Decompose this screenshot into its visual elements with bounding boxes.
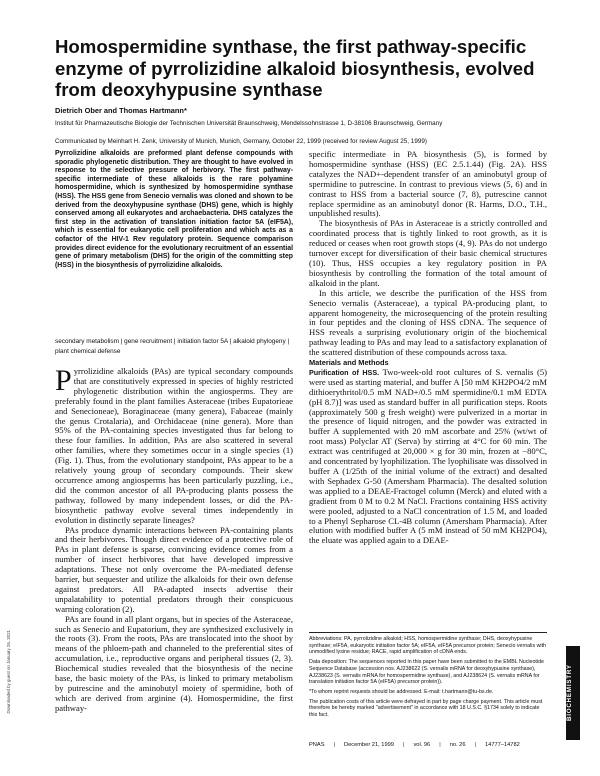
footnote-correspondence: *To whom reprint requests should be addressed. E-mail: t.hartmann@tu-bs.de. xyxy=(309,688,494,695)
issue-number: no. 26 xyxy=(449,742,466,748)
footnote-rule xyxy=(309,632,547,633)
footnote-deposition: Data deposition: The sequences reported in this paper have been submitted to the EMBL Nucleotide Sequence Database (accession nos. AJ238622 (S. vernalis mRNA for deoxyhypusine synthase), AJ238623 (S. vernalis mRNA for homospermidine synthase), and AJ238624 (S. vernalis mRNA for translation initiation factor 5A (eIF5A) precursor protein)). xyxy=(309,659,544,686)
affiliation: Institut für Pharmazeutische Biologie der Technischen Universität Braunschweig, Mendelssohnstrasse 1, D-38106 Braunschweig, Germany xyxy=(55,120,443,127)
paragraph: PAs are found in all plant organs, but in species of the Asteraceae, such as Senecio and Eupatorium, they are synthesized exclusively in the roots (3). From the roots, PAs are translocated into the shoot by means of the phloem-path and channeled to the preferential sites of accumulation, i.e., reproductive organs and peripheral tissues (2, 3). Biochemical studies revealed that the biosynthesis of the necine base, the basic moiety of the PAs, is linked to primary metabolism by putrescine and the aminobutyl moiety of spermidine, both of which are derived from arginine (4). Homospermidine, the first pathway- xyxy=(55,613,293,713)
keyword: initiation factor 5A xyxy=(177,338,228,345)
page-range: 14777–14782 xyxy=(485,742,520,748)
run-in-heading: Purification of HSS. xyxy=(309,367,380,377)
section-tab: BIOCHEMISTRY xyxy=(566,646,580,740)
paragraph: specific intermediate in PA biosynthesis (5), is formed by homospermidine synthase (HSS) (EC 2.5.1.44) (Fig. 2A). HSS catalyzes the NAD+-dependent transfer of an aminobutyl group of spermidine to putrescine. In contrast to previous views (5, 6) and in contrast to HSS from a bacterial source (7, 8), putrescine cannot replace spermidine as an aminobutyl donor (R. Harms, D.O., T.H., unpublished results). xyxy=(309,149,547,219)
journal-name: PNAS xyxy=(309,742,325,748)
communicated-by: Communicated by Meinhart H. Zenk, University of Munich, Munich, Germany, October 22, 1999 (received for review August 25, 1999) xyxy=(55,138,427,145)
page-footer: PNAS | December 21, 1999 | vol. 96 | no. 26 | 14777–14782 xyxy=(309,742,520,748)
issue-date: December 21, 1999 xyxy=(343,742,394,748)
column-right xyxy=(309,150,547,546)
methods-paragraph xyxy=(309,368,547,546)
paragraph: The biosynthesis of PAs in Asteraceae is a strictly controlled and coordinated process that is tightly linked to root growth, as it is reduced or ceases when root growth stops (4, 9). PAs do not undergo turnover except for diversification of their basic chemical structures (10). Thus, HSS occupies a key regulatory position in PA biosynthesis by controlling the formation of the total amount of alkaloid in the plant. xyxy=(309,218,547,288)
footnote-costs: The publication costs of this article were defrayed in part by page charge payment. This article must therefore be hereby marked "advertisement" in accordance with 18 U.S.C. §1734 solely to indicate this fact. xyxy=(309,698,543,719)
paper-title: Homospermidine synthase, the first pathway-specific enzyme of pyrrolizidine alkaloid biosynthesis, evolved from deoxyhypusine synthase xyxy=(55,36,535,100)
paragraph-text: yrrolizidine alkaloids (PAs) are typical secondary compounds that are constitutively expressed in species of highly restricted phylogenetic distribution within the angiosperms. They are preferably found in the plant families Asteraceae (tribes Eupatorieae and Senecioneae), Boraginaceae (many genera), Fabaceae (mainly the genus Crotalaria), and Orchidaceae (nine genera). More than 95% of the PA-containing species investigated thus far belong to these four families. In addition, PAs are also scattered in several other families, where they sometimes occur in a single species (1) (Fig. 1). Thus, from the evolutionary standpoint, PAs appear to be a relatively young group of secondary compounds. Their skew occurrence among angiosperms has been particularly puzzling, i.e., did the common ancestor of all PA-producing plants possess the pathway, followed by many independent losses, or did the PA-biosynthetic pathway evolve several times independently in evolution in distinctly separate lineages? xyxy=(55,366,293,525)
footnotes xyxy=(309,636,547,722)
keywords: secondary metabolism | gene recruitment | initiation factor 5A | alkaloid phylogeny | plant chemical defense xyxy=(55,338,290,355)
keyword: secondary metabolism xyxy=(55,338,119,345)
download-note: Downloaded by guest on January 26, 2021 xyxy=(6,630,11,714)
paragraph: In this article, we describe the purification of the HSS from Senecio vernalis (Asteraceae), a typical PA-producing plant, to apparent homogeneity, the microsequencing of the protein resulting in four peptides and the cloning of HSS cDNA. The sequence of HSS reveals a surprising evolutionary origin of the biochemical pathway leading to PAs and may lead to a satisfactory explanation of the scattered distribution of these compounds across taxa. xyxy=(309,287,547,358)
intro-paragraph xyxy=(55,364,293,526)
footnote-abbreviations: Abbreviations: PA, pyrrolizidine alkaloid; HSS, homospermidine synthase; DHS, deoxyhypusine synthase; eIF5A, eukaryotic initiation factor 5A; eIF5A, eIF5A precursor protein; Senecio vernalis with unmodified lysine residue; RACE, rapid amplification of cDNA ends. xyxy=(309,636,547,656)
section-heading: Materials and Methods xyxy=(309,358,389,368)
keyword: plant chemical defense xyxy=(55,347,121,355)
paragraph: PAs produce dynamic interactions between PA-containing plants and their herbivores. Though direct evidence of a protective role of PAs in plant defense is sparse, convincing evidence comes from a number of insect herbivores that have developed impressive adaptations. These not only overcome the PA-mediated defense barrier, but sequester and utilize the alkaloids for their own defense against predators. All PA-adapted insects advertise their unpalatability to potential predators through their conspicuous warning coloration (2). xyxy=(55,524,293,614)
keyword: alkaloid phylogeny xyxy=(233,338,286,345)
column-left xyxy=(55,364,293,714)
volume: vol. 96 xyxy=(413,742,431,748)
keyword: gene recruitment xyxy=(124,338,173,345)
authors: Dietrich Ober and Thomas Hartmann* xyxy=(55,106,187,115)
paragraph-text: Two-week-old root cultures of S. vernalis (5) were used as starting material, and buffer A [50 mM KH2PO4/2 mM dithioerythritol/0.5 mM NAD+/0.5 mM spermidine/0.1 mM EDTA (pH 8.7)] was used as standard buffer in all purification steps. Roots (approximately 500 g fresh weight) were pulverized in a mortar in the presence of liquid nitrogen, and the powder was extracted in buffer A supplemented with 20 mM ascorbate and 25% (wt/wt of root mass) Polyclar AT (Serva) by stirring at 4°C for 60 min. The extract was centrifuged at 20,000 × g for 30 min, frozen at −80°C, and concentrated by lyophilization. The lyophilisate was dissolved in buffer A (1/25th of the initial volume of the extract) and desalted with Sephadex G-50 (Amersham Pharmacia). The desalted solution was applied to a DEAE-Fractogel column (Merck) and eluted with a gradient from 0 M to 0.2 M NaCl. Fractions containing HSS activity were pooled, adjusted to a NaCl concentration of 1.5 M, and loaded to a Phenyl Sepharose CL-4B column (Amersham Pharmacia). After elution with modified buffer A (5 mM instead of 50 mM KH2PO4), the eluate was applied again to a DEAE- xyxy=(309,366,548,546)
abstract: Pyrrolizidine alkaloids are preformed plant defense compounds with sporadic phylogenetic distribution. They are thought to have evolved in response to the selective pressure of herbivory. The first pathway-specific intermediate of these alkaloids is the rare polyamine homospermidine, which is synthesized by homospermidine synthase (HSS). The HSS gene from Senecio vernalis was cloned and shown to be derived from the deoxyhypusine synthase (DHS) gene, which is highly conserved among all eukaryotes and archaebacteria. DHS catalyzes the first step in the activation of translation initiation factor 5A (eIF5A), which is essential for eukaryotic cell proliferation and which acts as a cofactor of the HIV-1 Rev regulatory protein. Sequence comparison provides direct evidence for the evolutionary recruitment of an essential gene of primary metabolism (DHS) for the origin of the committing step (HSS) in the biosynthesis of pyrrolizidine alkaloids. xyxy=(55,150,293,269)
drop-cap: P xyxy=(55,364,72,397)
